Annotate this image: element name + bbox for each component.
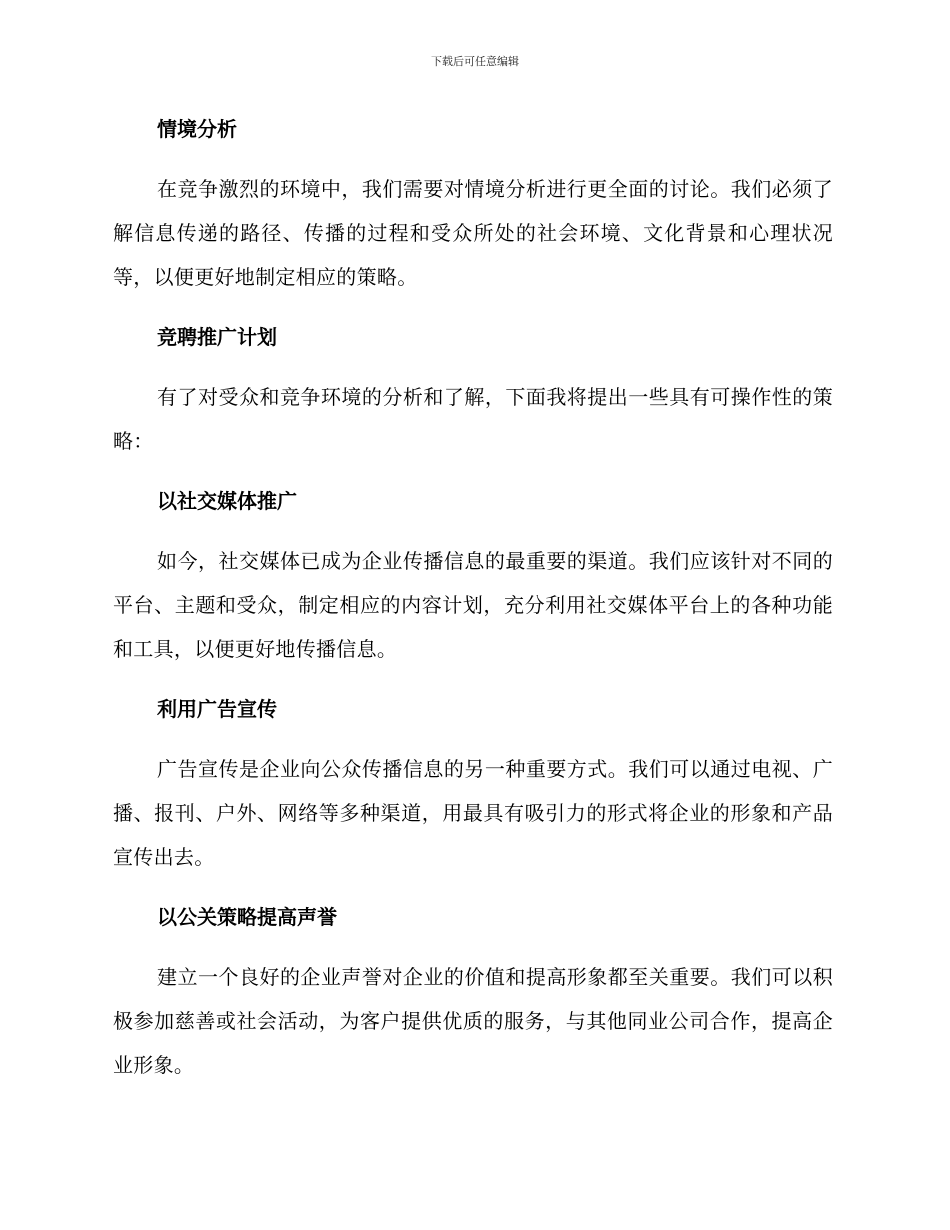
paragraph-promotion-plan: 有了对受众和竞争环境的分析和了解，下面我将提出一些具有可操作性的策略：	[113, 385, 833, 453]
paragraph-situation-analysis: 在竞争激烈的环境中，我们需要对情境分析进行更全面的讨论。我们必须了解信息传递的路径、传播的过程和受众所处的社会环境、文化背景和心理状况等，以便更好地制定相应的策略。	[113, 177, 833, 289]
section-heading-public-relations: 以公关策略提高声誉	[157, 905, 337, 929]
paragraph-social-media: 如今，社交媒体已成为企业传播信息的最重要的渠道。我们应该针对不同的平台、主题和受众，制定相应的内容计划，充分利用社交媒体平台上的各种功能和工具，以便更好地传播信息。	[113, 549, 833, 661]
paragraph-advertising: 广告宣传是企业向公众传播信息的另一种重要方式。我们可以通过电视、广播、报刊、户外、网络等多种渠道，用最具有吸引力的形式将企业的形象和产品宣传出去。	[113, 757, 833, 869]
section-heading-situation-analysis: 情境分析	[157, 117, 237, 141]
document-body	[113, 110, 833, 1106]
section-heading-social-media: 以社交媒体推广	[157, 489, 297, 513]
page-header: 下载后可任意编辑	[431, 55, 519, 68]
section-heading-promotion-plan: 竞聘推广计划	[157, 325, 277, 349]
paragraph-public-relations: 建立一个良好的企业声誉对企业的价值和提高形象都至关重要。我们可以积极参加慈善或社会活动，为客户提供优质的服务，与其他同业公司合作，提高企业形象。	[113, 965, 833, 1077]
section-heading-advertising: 利用广告宣传	[157, 697, 277, 721]
